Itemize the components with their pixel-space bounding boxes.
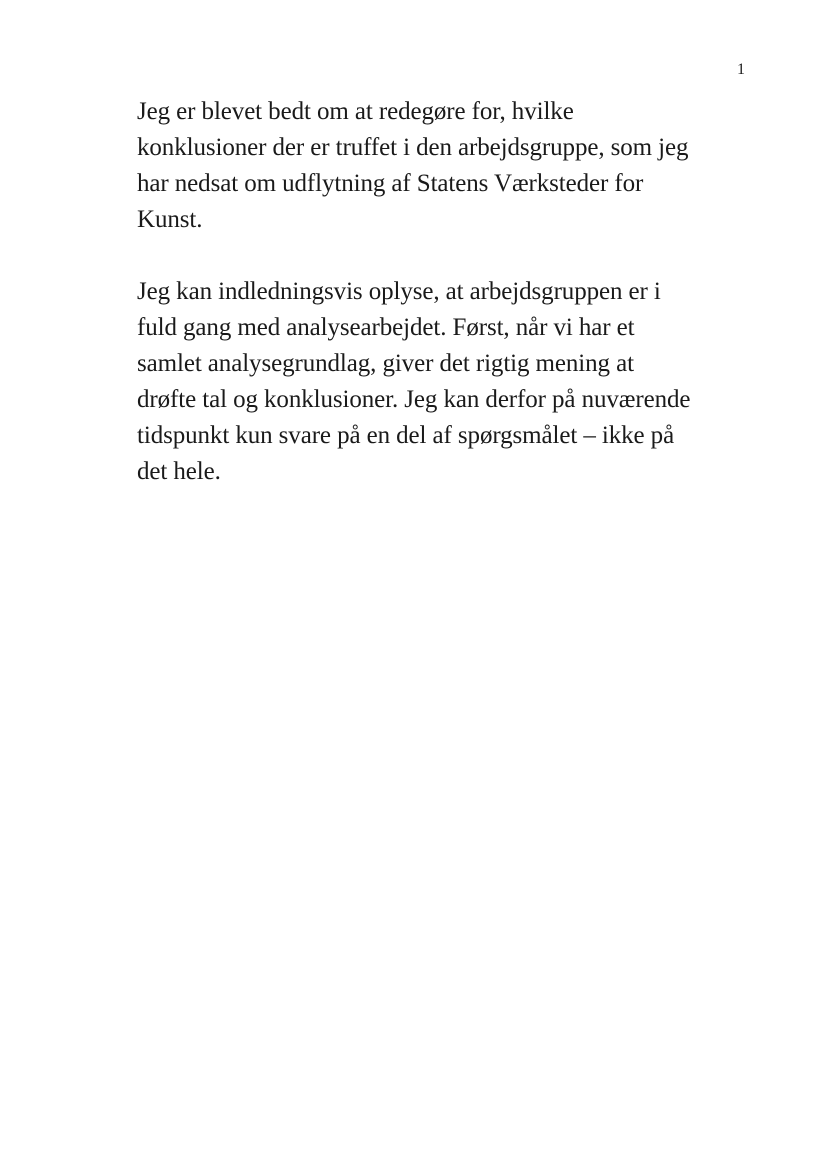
text-line: det hele.	[137, 458, 221, 485]
page-number: 1	[737, 61, 745, 78]
text-line: drøfte tal og konklusioner. Jeg kan derfor på nuværende	[137, 386, 691, 413]
text-line: har nedsat om udflytning af Statens Værksteder for	[137, 170, 644, 197]
paragraph-2	[137, 274, 757, 490]
text-line: fuld gang med analysearbejdet. Først, når vi har et	[137, 314, 635, 341]
text-line: tidspunkt kun svare på en del af spørgsmålet – ikke på	[137, 422, 675, 449]
text-line: Kunst.	[137, 206, 203, 233]
paragraph-1	[137, 94, 757, 238]
text-line: samlet analysegrundlag, giver det rigtig mening at	[137, 350, 634, 377]
text-line: konklusioner der er truffet i den arbejdsgruppe, som jeg	[137, 134, 689, 161]
text-line: Jeg kan indledningsvis oplyse, at arbejdsgruppen er i	[137, 278, 661, 305]
text-line: Jeg er blevet bedt om at redegøre for, hvilke	[137, 98, 574, 125]
document-body	[137, 94, 757, 490]
